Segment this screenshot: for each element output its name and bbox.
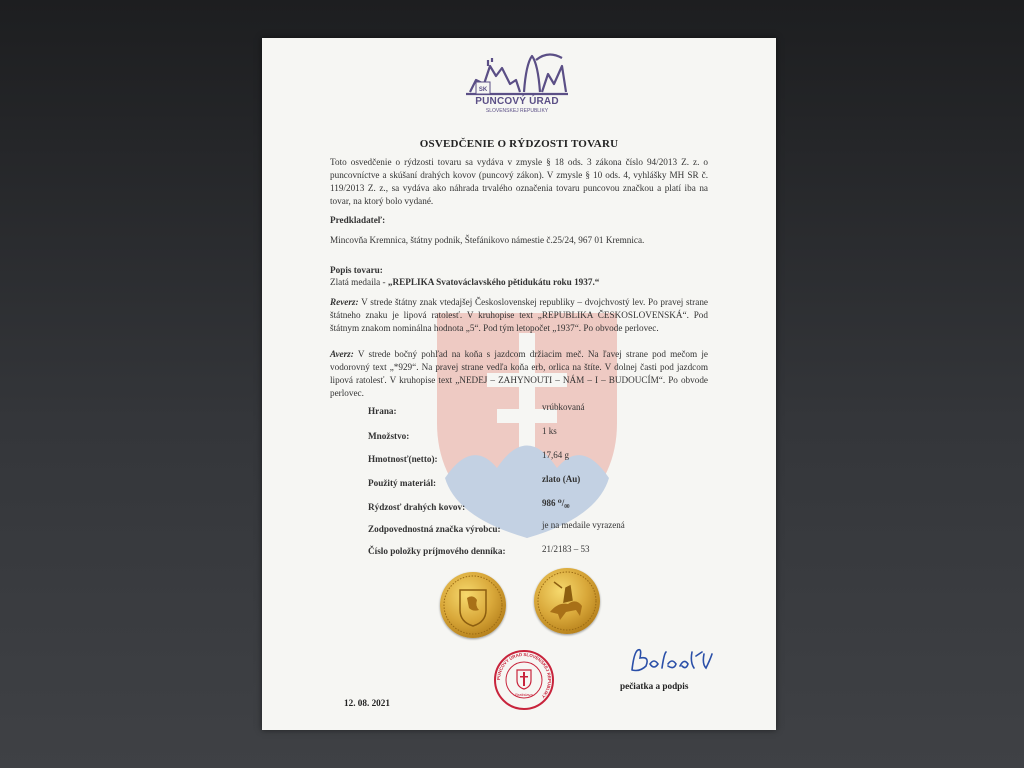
obverse-label: Averz:: [330, 349, 354, 359]
lion-emblem-icon: [440, 572, 506, 638]
logo-mark-text: SK: [478, 87, 488, 93]
certificate-title: OSVEDČENIE O RÝDZOSTI TOVARU: [419, 138, 619, 150]
stamp-ring-text: PUNCOVÝ ÚRAD SLOVENSKEJ REPUBLIKY: [495, 651, 553, 700]
reverse-label: Reverz:: [330, 297, 359, 307]
coin-reverse-image: [440, 572, 506, 638]
horse-rider-icon: [534, 568, 600, 634]
detail-label-quantity: Množstvo:: [368, 431, 410, 441]
description-line: [330, 276, 710, 289]
detail-value-material: zlato (Au): [542, 474, 581, 484]
stamp-center-text: Bratislava: [515, 692, 533, 697]
detail-label-weight: Hmotnosť(netto):: [368, 454, 438, 464]
detail-value-weight: 17,64 g: [542, 450, 569, 460]
obverse-text: V strede bočný pohľad na koňa s jazdcom držiacim meč. Na ľavej strane pod mečom je vodorovný text „*929“. Na pravej strane vedľa koňa erb, orlica na štíte. V dolnej časti pod jazdcom lipová ratolesť. V kruhopise text „NEDEJ – ZAHYNOUTI – NÁM – I – BUDOUCÍM“. Po obvode perlovec.: [330, 349, 708, 398]
reverse-text: V strede štátny znak vtedajšej Československej republiky – dvojchvostý lev. Po pravej strane štátneho znaku je lipová ratolesť. V kruhopise text „REPUBLIKA ČESKOSLOVENSKÁ“. Pod štátnym znakom nominálna hodnota „5“. Pod tým letopočet „1937“. Po obvode perlovec.: [330, 297, 708, 333]
description-label: Popis tovaru:: [330, 265, 383, 275]
detail-value-maker-mark: je na medaile vyrazená: [542, 520, 625, 530]
description-bold: „REPLIKA Svatováclavského pětidukátu roku 1937.“: [387, 277, 600, 287]
intro-paragraph: Toto osvedčenie o rýdzosti tovaru sa vydáva v zmysle § 18 ods. 3 zákona číslo 94/2013 Z. z. o puncovníctve a skúšaní drahých kovov (puncový zákon). V zmysle § 10 ods. 4, vyhlášky MH SR č. 119/2013 Z. z., sa vydáva ako náhrada trvalého označenia tovaru puncovou značkou a platí iba na tovar, na ktorý bolo vydané.: [330, 157, 708, 206]
submitter-label: Predkladateľ:: [330, 215, 386, 225]
certificate-paper: [262, 38, 776, 730]
detail-label-material: Použitý materiál:: [368, 478, 437, 488]
detail-label-fineness: Rýdzosť drahých kovov:: [368, 502, 466, 512]
reverse-paragraph: [330, 296, 708, 335]
stamp-and-signature-label: pečiatka a podpis: [620, 681, 689, 691]
detail-label-maker-mark: Zodpovednostná značka výrobcu:: [368, 524, 501, 534]
detail-label-edge: Hrana:: [368, 406, 397, 416]
obverse-paragraph: [330, 348, 708, 400]
description-prefix: Zlatá medaila -: [330, 277, 388, 287]
logo-title: PUNCOVÝ ÚRAD: [475, 96, 559, 107]
detail-value-edge: vrúbkovaná: [542, 402, 585, 412]
handwritten-signature: [626, 642, 722, 678]
submitter-value: Mincovňa Kremnica, štátny podnik, Štefánikovo námestie č.25/24, 967 01 Kremnica.: [330, 235, 645, 245]
logo-subtitle: SLOVENSKEJ REPUBLIKY: [485, 108, 549, 114]
detail-label-ledger-number: Číslo položky príjmového denníka:: [368, 546, 506, 556]
official-stamp: [492, 648, 556, 712]
coin-obverse-image: [534, 568, 600, 634]
issue-date: 12. 08. 2021: [344, 698, 390, 708]
detail-value-quantity: 1 ks: [542, 426, 557, 436]
detail-value-ledger-number: 21/2183 – 53: [542, 544, 590, 554]
detail-value-fineness: 986 ⁰/₀₀: [542, 498, 570, 508]
